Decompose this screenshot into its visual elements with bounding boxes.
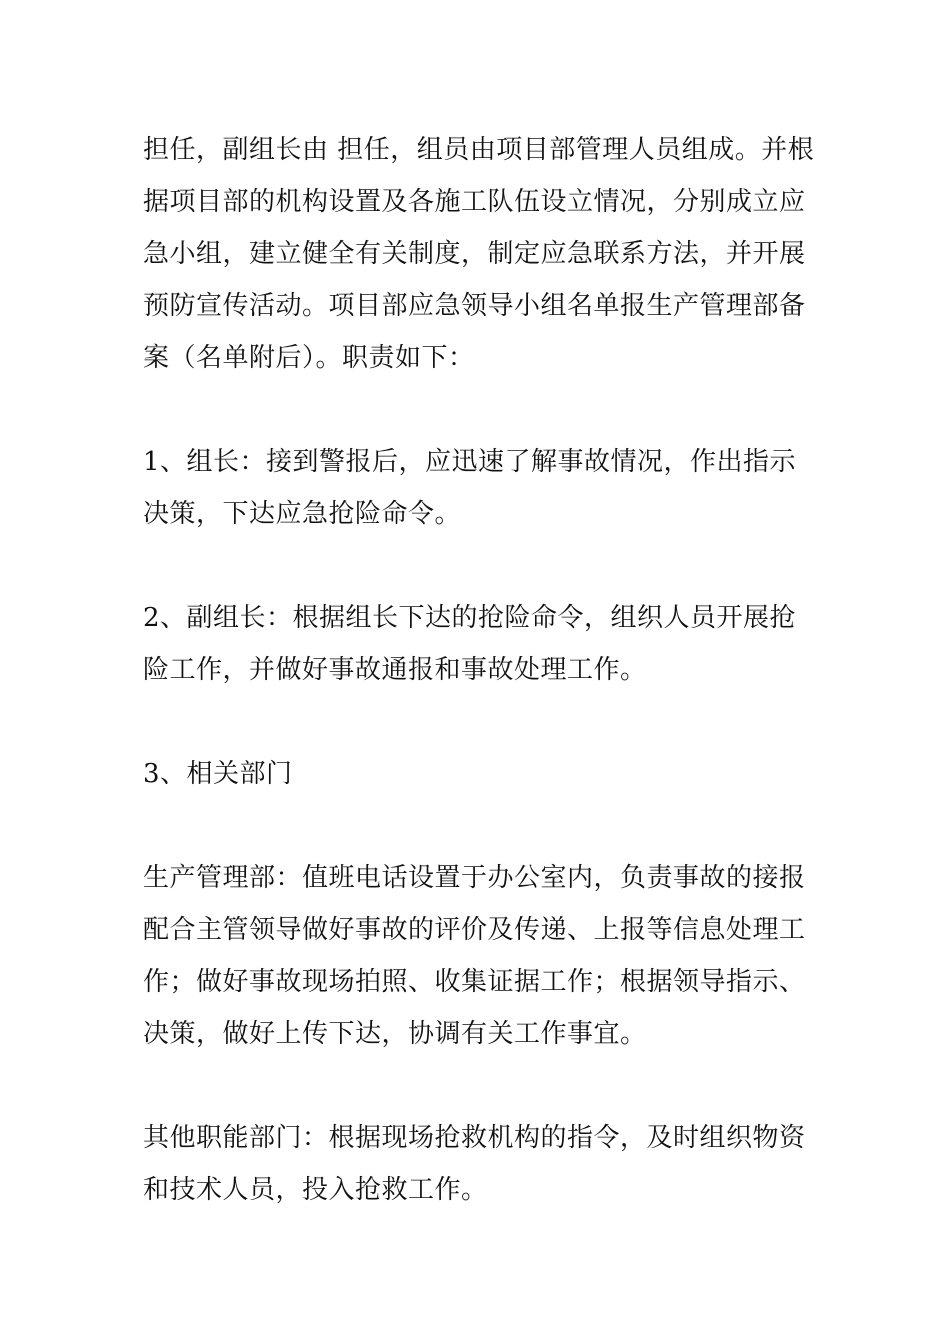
document-body	[143, 124, 815, 1216]
paragraph-production-management-duties: 生产管理部：值班电话设置于办公室内，负责事故的接报配合主管领导做好事故的评价及传递、上报等信息处理工作；做好事故现场拍照、收集证据工作；根据领导指示、决策，做好上传下达，协调有关工作事宜。	[143, 863, 806, 1049]
paragraph-deputy-leader-duties: 2、副组长：根据组长下达的抢险命令，组织人员开展抢险工作，并做好事故通报和事故处理工作。	[143, 603, 797, 685]
paragraph-related-departments-heading: 3、相关部门	[143, 759, 293, 789]
paragraph-leadership-composition: 担任，副组长由 担任，组员由项目部管理人员组成。并根据项目部的机构设置及各施工队伍设立情况，分别成立应急小组，建立健全有关制度，制定应急联系方法，并开展预防宣传活动。项目部应急领导小组名单报生产管理部备案（名单附后）。职责如下：	[143, 135, 815, 373]
paragraph-other-departments-duties: 其他职能部门：根据现场抢救机构的指令，及时组织物资和技术人员，投入抢救工作。	[143, 1123, 806, 1205]
paragraph-team-leader-duties: 1、组长：接到警报后，应迅速了解事故情况，作出指示决策，下达应急抢险命令。	[143, 447, 797, 529]
